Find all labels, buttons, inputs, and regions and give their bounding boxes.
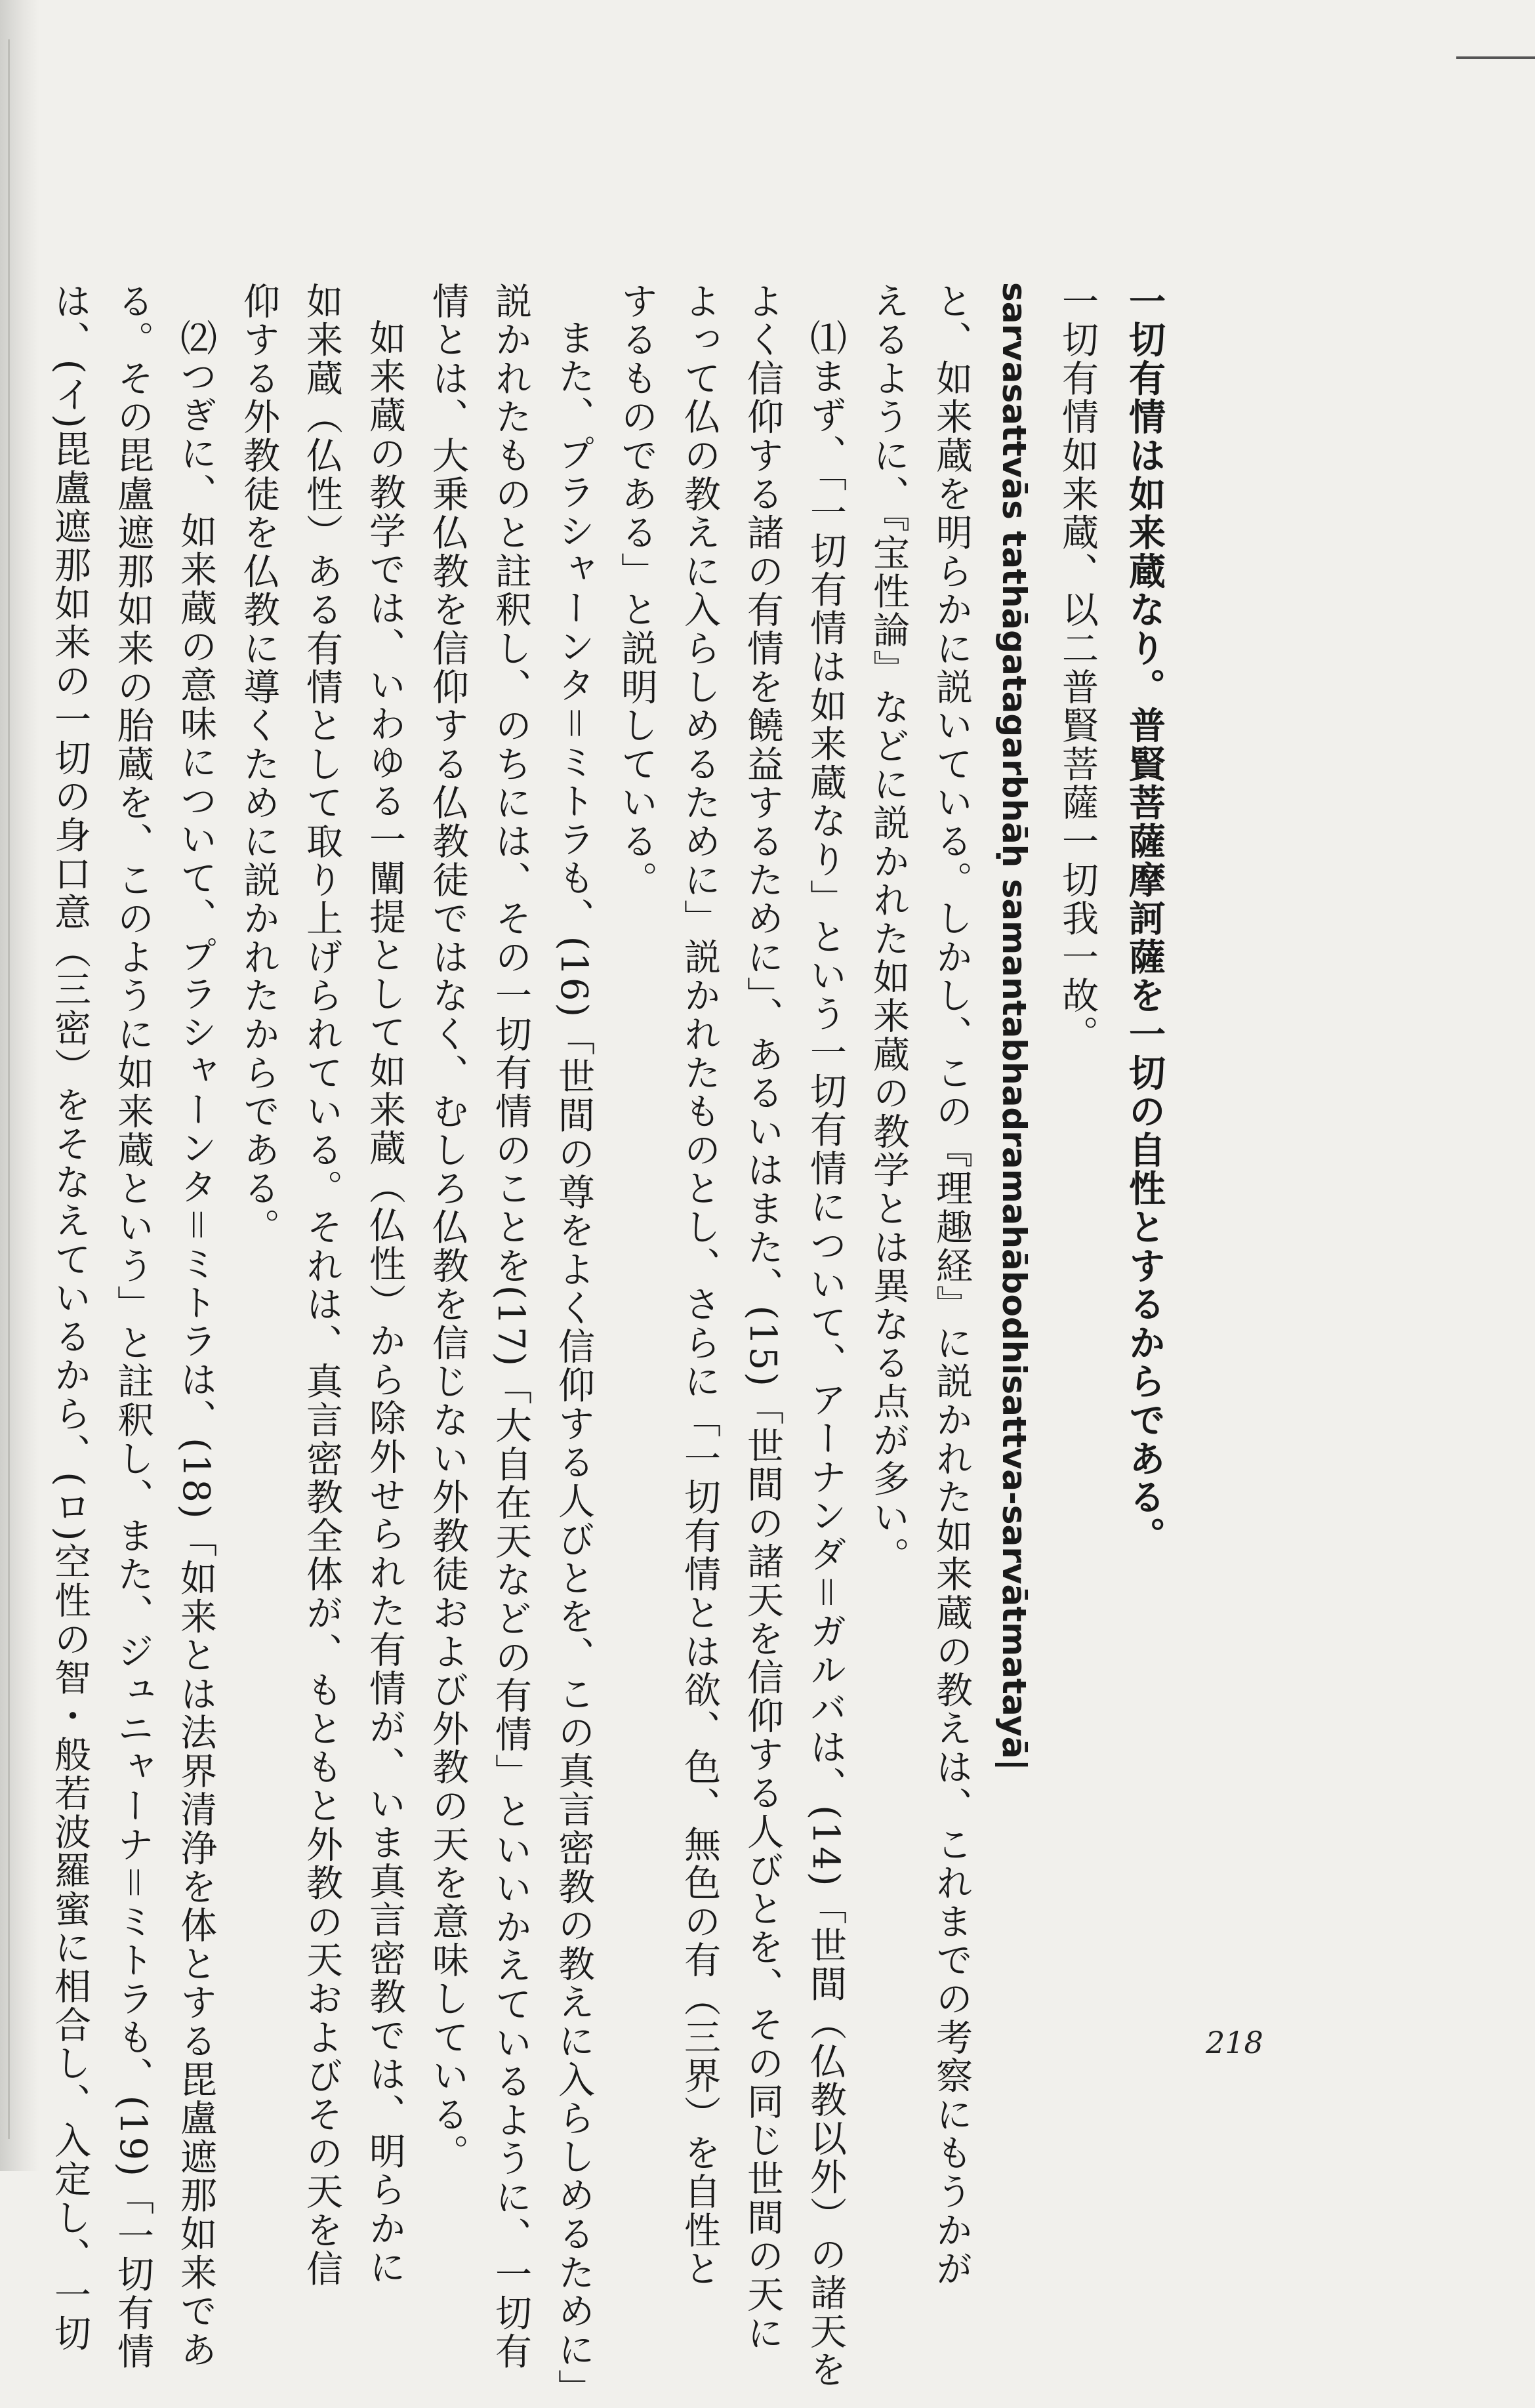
text-column-1: 一切有情は如来蔵なり。普賢菩薩摩訶薩を一切の自性とするからである。	[1123, 282, 1166, 1556]
text-column-13: 如来蔵の教学では、いわゆる一闡提として如来蔵（仏性）から除外せられた有情が、いま真言密教では、明らかに	[363, 319, 406, 2287]
text-column-5: えるように、『宝性論』などに説かれた如来蔵の教学とは異なる点が多い。	[867, 282, 910, 1576]
text-column-17: る。その毘盧遮那如来の胎蔵を、このように如来蔵という」と註釈し、また、ジュニャーナ＝ミトラも、(19)「一切有情	[112, 282, 154, 2371]
page-fold-line	[8, 39, 10, 2139]
text-column-4: と、如来蔵を明らかに説いている。しかし、この『理趣経』に説かれた如来蔵の教えは、これまでの考察にもうかが	[930, 282, 973, 2289]
text-column-15: 仰する外教徒を仏教に導くために説かれたからである。	[237, 282, 280, 1247]
text-column-2: 一切有情如来蔵、以二普賢菩薩一切我一故。	[1056, 282, 1099, 1054]
text-column-10: また、プラシャーンタ＝ミトラも、(16)「世間の尊をよく信仰する人びとを、この真言密教の教えに入らしめるために」	[552, 319, 595, 2408]
text-column-9: するものである」と説明している。	[615, 282, 658, 900]
text-column-18: は、(イ)毘盧遮那如来の一切の身口意（三密）をそなえているから、(ロ)空性の智・般若波羅蜜に相合し、入定し、一切	[49, 282, 91, 2354]
text-column-3-sanskrit: sarvasattvās tathāgatagarbhāḥ samantabhadramahābodhisattva-sarvātmatayā|	[995, 282, 1033, 1771]
corner-rule	[1456, 56, 1535, 59]
page-edge-shadow	[0, 0, 39, 2171]
text-column-14: 如来蔵（仏性）ある有情として取り上げられている。それは、真言密教全体が、もともと外教の天およびその天を信	[300, 282, 343, 2289]
vertical-text-block	[49, 282, 1181, 2408]
text-column-11: 説かれたものと註釈し、のちには、その一切有情のことを(17)「大自在天などの有情」といいかえているように、一切有	[489, 282, 532, 2371]
text-column-16: ⑵つぎに、如来蔵の意味について、プラシャーンタ＝ミトラは、(18)「如来とは法界清浄を体とする毘盧遮那如来であ	[174, 319, 217, 2369]
text-column-7: よく信仰する諸の有情を饒益するために」、あるいはまた、(15)「世間の諸天を信仰する人びとを、その同じ世間の天に	[741, 282, 784, 2353]
text-column-8: よって仏の教えに入らしめるために」説かれたものとし、さらに「一切有情とは欲、色、無色の有（三界）を自性と	[678, 282, 721, 2289]
text-column-12: 情とは、大乗仏教を信仰する仏教徒ではなく、むしろ仏教を信じない外教徒および外教の天を意味している。	[426, 282, 469, 2173]
page-number: 218	[1206, 2025, 1263, 2060]
text-column-6: ⑴まず、「一切有情は如来蔵なり」という一切有情について、アーナンダ＝ガルバは、(14)「世間（仏教以外）の諸天を	[804, 319, 847, 2390]
